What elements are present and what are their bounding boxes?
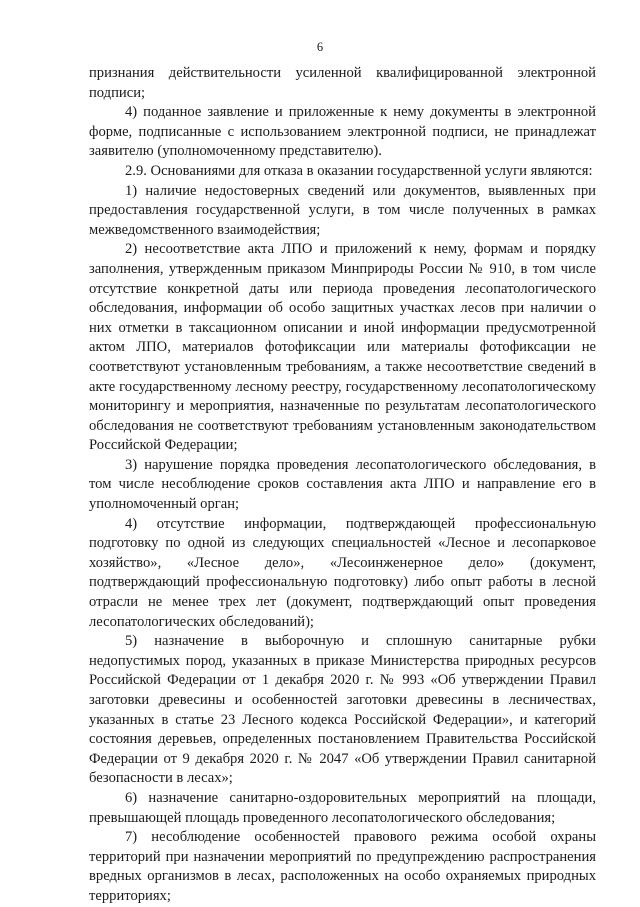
paragraph-item-4-signature: 4) поданное заявление и приложенные к нему документы в электронной форме, подписанные с использованием электронной подписи, не принадлежат заявителю (уполномоченному представителю). <box>89 104 596 160</box>
paragraph-item-3: 3) нарушение порядка проведения лесопатологического обследования, в том числе несоблюдение сроков составления акта ЛПО и направление его в уполномоченный орган; <box>89 456 596 513</box>
paragraph-section-2-9: 2.9. Основаниями для отказа в оказании государственной услуги являются: <box>125 162 593 179</box>
paragraph-item-4: 4) отсутствие информации, подтверждающей профессиональную подготовку по одной из следующих специальностей «Лесное и лесопарковое хозяйство», «Лесное дело», «Лесоинженерное дело» (документ, подтверждающий профессиональную подготовку) либо опыт работы в лесной отрасли не менее трех лет (документ, подтверждающий опыт проведения лесопатологических обследований); <box>89 515 596 630</box>
paragraph-item-2: 2) несоответствие акта ЛПО и приложений к нему, формам и порядку заполнения, утвержденным приказом Минприроды России № 910, в том числе отсутствие конкретной даты или периода проведения лесопатологического обследования, информации об особо защитных участках лесов при наличии о них отметки в таксационном описании и иной информации предусмотренной актом ЛПО, материалов фотофиксации или материалы фотофиксации не соответствуют установленным требованиям, а также несоответствие сведений в акте государственному лесному реестру, государственному лесопатологическому мониторингу и мероприятия, назначенные по результатам лесопатологического обследования не соответствуют требованиям установленным законодательством Российской Федерации; <box>89 241 596 454</box>
paragraph-item-5: 5) назначение в выборочную и сплошную санитарные рубки недопустимых пород, указанных в приказе Министерства природных ресурсов Российской Федерации от 1 декабря 2020 г. № 993 «Об утверждении Правил заготовки древесины и особенностей заготовки древесины в лесничествах, указанных в статье 23 Лесного кодекса Российской Федерации», и категорий состояния деревьев, определенных постановлением Правительства Российской Федерации от 9 декабря 2020 г. № 2047 «Об утверждении Правил санитарной безопасности в лесах»; <box>89 633 596 787</box>
page-number: 6 <box>316 40 324 54</box>
paragraph-item-7: 7) несоблюдение особенностей правового режима особой охраны территорий при назначении мероприятий по предупреждению распространения вредных организмов в лесах, расположенных на особо охраняемых природных территориях; <box>89 829 596 904</box>
document-body <box>89 64 596 907</box>
paragraph-continuation: признания действительности усиленной квалифицированной электронной подписи; <box>89 65 596 101</box>
paragraph-item-6: 6) назначение санитарно-оздоровительных мероприятий на площади, превышающей площадь проведенного лесопатологического обследования; <box>89 789 596 826</box>
paragraph-item-1: 1) наличие недостоверных сведений или документов, выявленных при предоставления государственной услуги, в том числе полученных в рамках межведомственного взаимодействия; <box>89 182 596 238</box>
